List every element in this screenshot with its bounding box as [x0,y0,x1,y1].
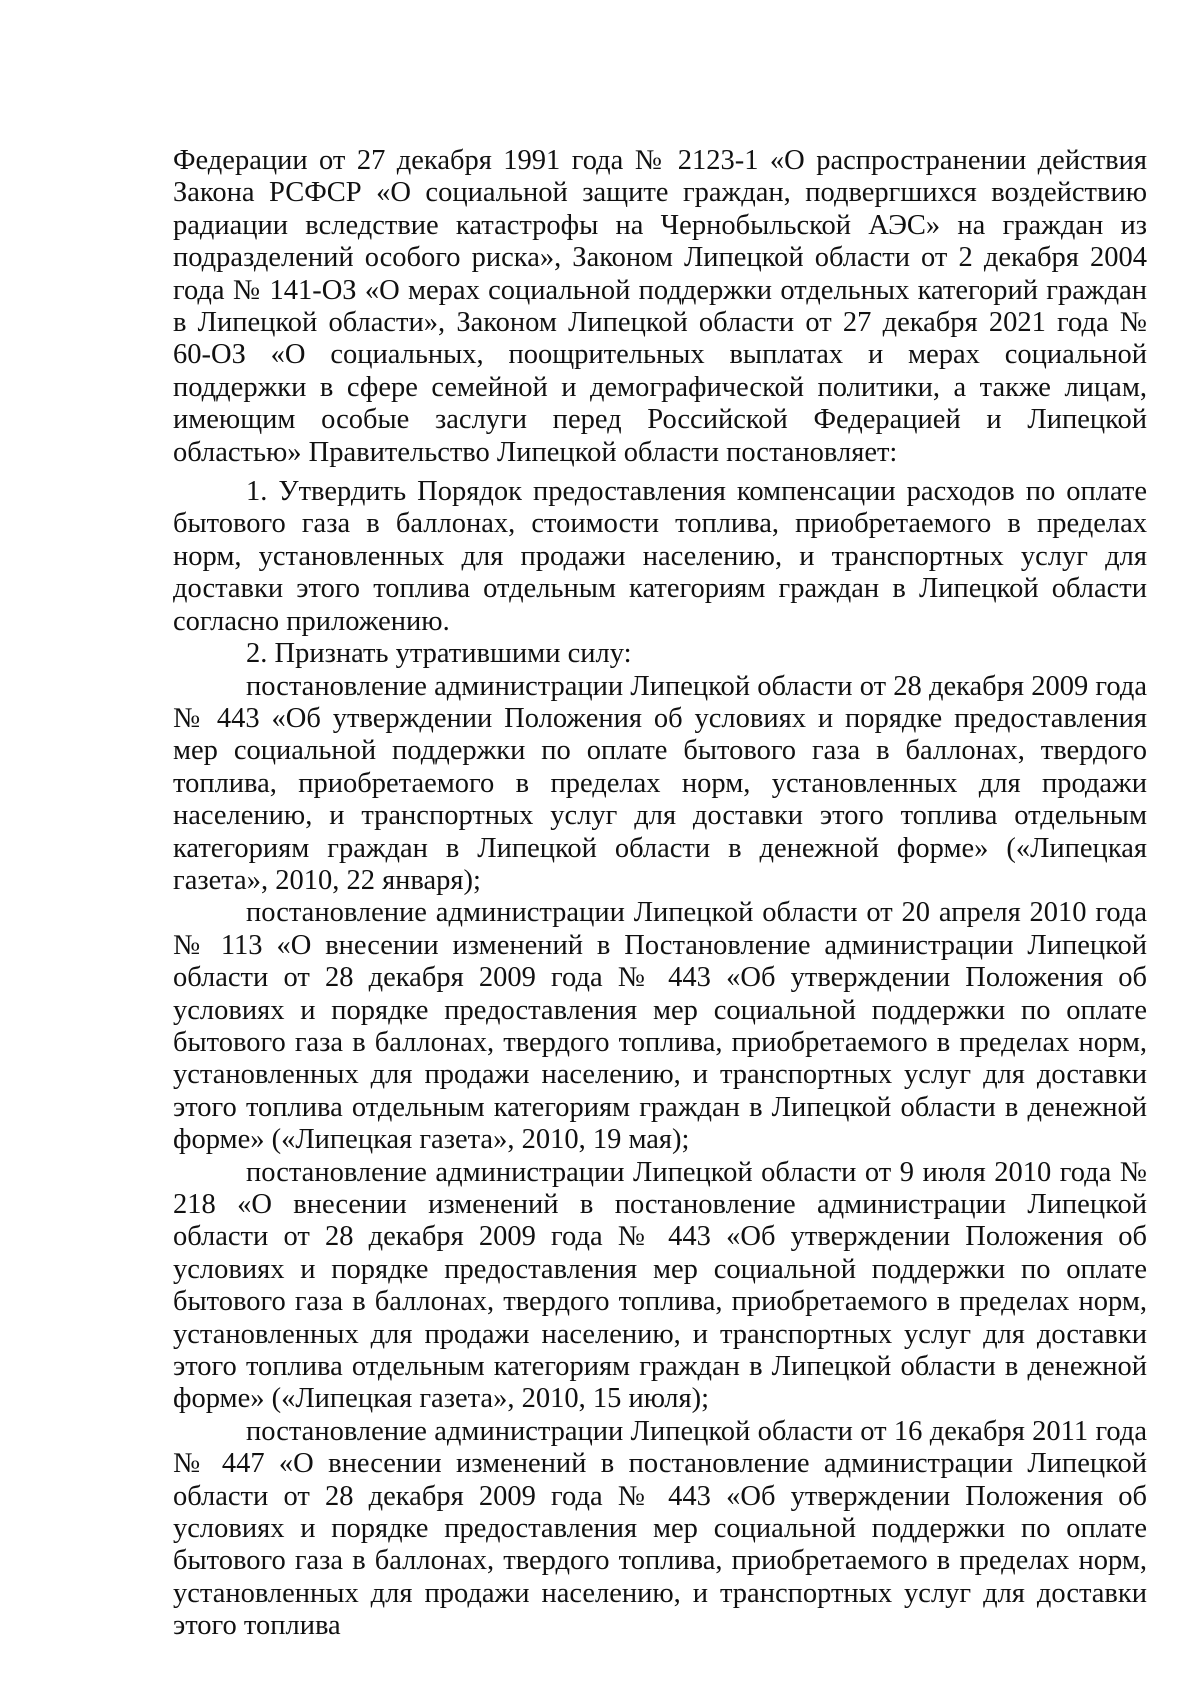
repealed-act-2011-447: постановление администрации Липецкой области от 16 декабря 2011 года № 447 «О внесении изменений в постановление администрации Липецкой области от 28 декабря 2009 года № 443 «Об утверждении Положения об условиях и порядке предоставления мер социальной поддержки по оплате бытового газа в баллонах, твердого топлива, приобретаемого в пределах норм, установленных для продажи населению, и транспортных услуг для доставки этого топлива [173,1415,1147,1642]
repealed-act-2009-443: постановление администрации Липецкой области от 28 декабря 2009 года № 443 «Об утверждении Положения об условиях и порядке предоставления мер социальной поддержки по оплате бытового газа в баллонах, твердого топлива, приобретаемого в пределах норм, установленных для продажи населению, и транспортных услуг для доставки этого топлива отдельным категориям граждан в Липецкой области в денежной форме» («Липецкая газета», 2010, 22 января); [173,670,1147,896]
item-2-paragraph: 2. Признать утратившими силу: [246,638,632,670]
item-1-paragraph: 1. Утвердить Порядок предоставления компенсации расходов по оплате бытового газа в баллонах, стоимости топлива, приобретаемого в пределах норм, установленных для продажи населению, и транспортных услуг для доставки этого топлива отдельным категориям граждан в Липецкой области согласно приложению. [173,476,1147,637]
repealed-act-2010-113: постановление администрации Липецкой области от 20 апреля 2010 года № 113 «О внесении изменений в Постановление администрации Липецкой области от 28 декабря 2009 года № 443 «Об утверждении Положения об условиях и порядке предоставления мер социальной поддержки по оплате бытового газа в баллонах, твердого топлива, приобретаемого в пределах норм, установленных для продажи населению, и транспортных услуг для доставки этого топлива отдельным категориям граждан в Липецкой области в денежной форме» («Липецкая газета», 2010, 19 мая); [173,897,1147,1156]
document-page [173,145,1147,1643]
repealed-act-2010-218: постановление администрации Липецкой области от 9 июля 2010 года № 218 «О внесении изменений в постановление администрации Липецкой области от 28 декабря 2009 года № 443 «Об утверждении Положения об условиях и порядке предоставления мер социальной поддержки по оплате бытового газа в баллонах, твердого топлива, приобретаемого в пределах норм, установленных для продажи населению, и транспортных услуг для доставки этого топлива отдельным категориям граждан в Липецкой области в денежной форме» («Липецкая газета», 2010, 15 июля); [173,1156,1147,1415]
preamble-paragraph: Федерации от 27 декабря 1991 года № 2123-1 «О распространении действия Закона РСФСР «О социальной защите граждан, подвергшихся воздействию радиации вследствие катастрофы на Чернобыльской АЭС» на граждан из подразделений особого риска», Законом Липецкой области от 2 декабря 2004 года № 141-ОЗ «О мерах социальной поддержки отдельных категорий граждан в Липецкой области», Законом Липецкой области от 27 декабря 2021 года № 60-ОЗ «О социальных, поощрительных выплатах и мерах социальной поддержки в сфере семейной и демографической политики, а также лицам, имеющим особые заслуги перед Российской Федерацией и Липецкой областью» Правительство Липецкой области постановляет: [173,145,1147,468]
